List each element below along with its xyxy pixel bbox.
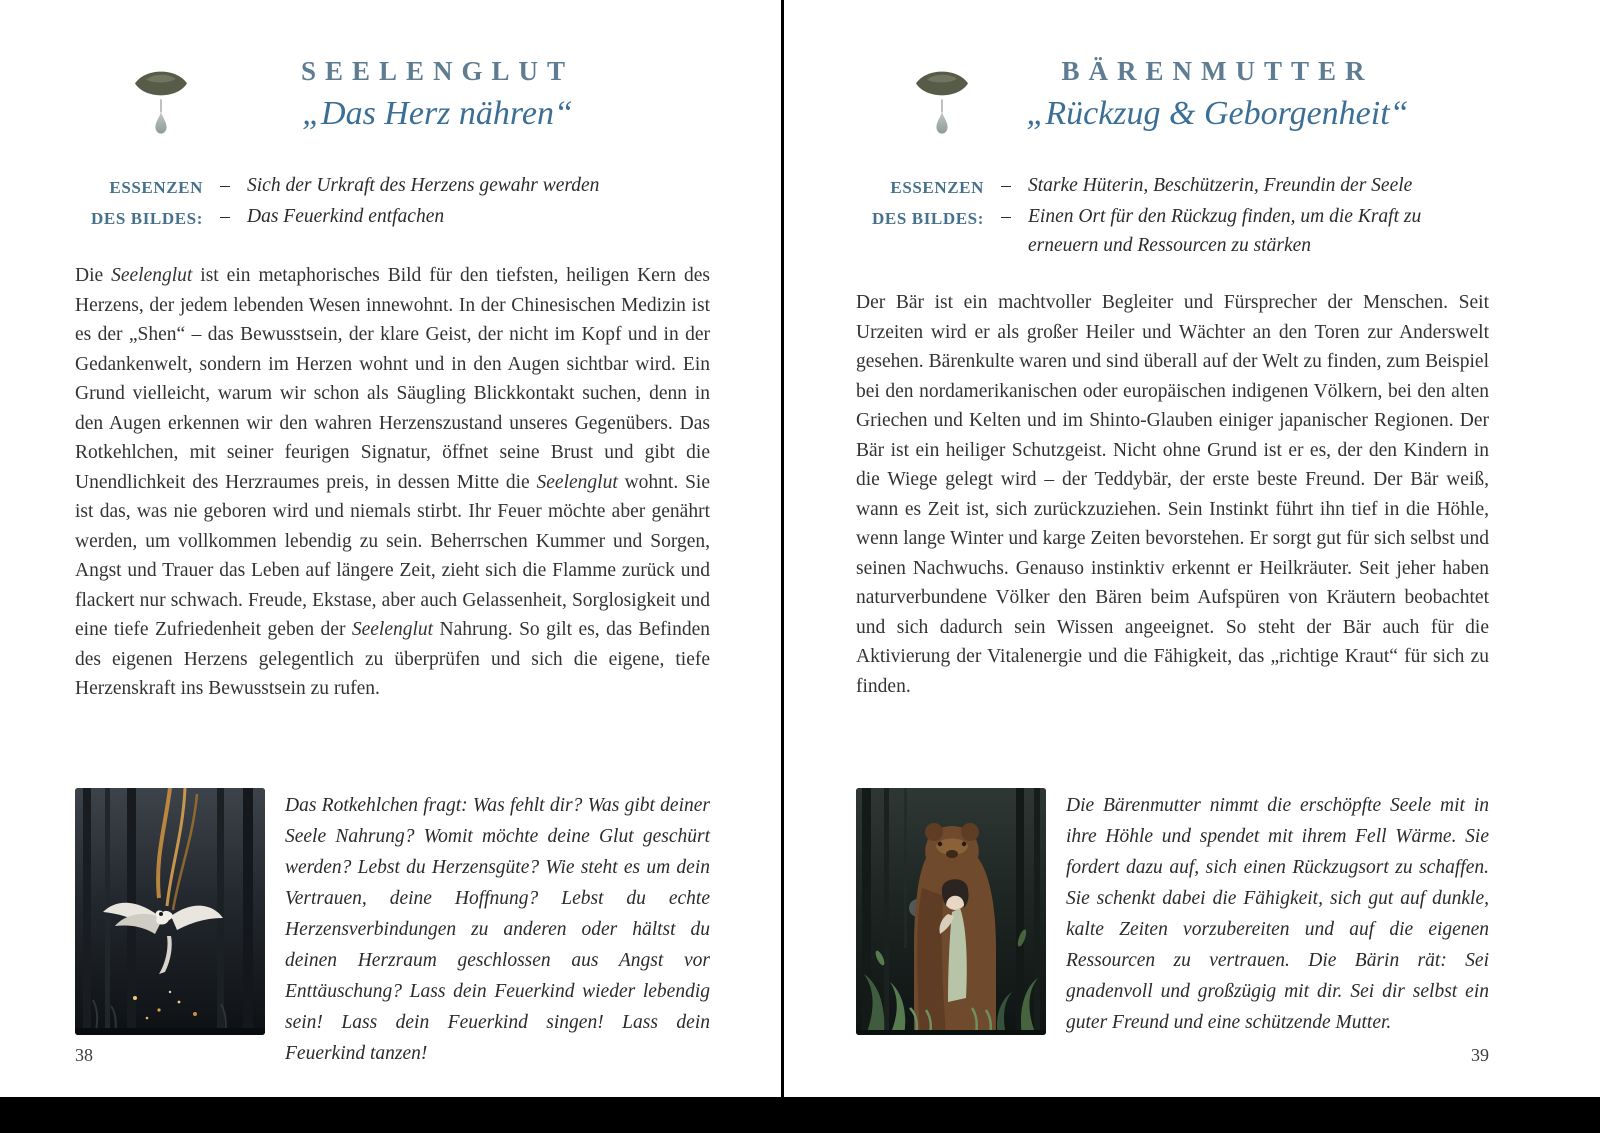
body-text: Der Bär ist ein machtvoller Begleiter und Fürsprecher der Menschen. Seit Urzeiten wird er als großer Heiler und Wächter an den Toren zur Anderswelt gesehen. Bärenkulte waren und sind überall auf der Welt zu finden, zum Beispiel bei den nordamerikanischen oder europäischen indigenen Völkern, bei den alten Griechen und Kelten und im Shinto-Glauben einiger japanischer Regionen. Der Bär ist ein heiliger Schutzgeist. Nicht ohne Grund ist er es, der den Kindern in die Wiege gelegt wird – der Teddybär, der erste beste Freund. Der Bär weiß, wann es Zeit ist, sich zurückzuziehen. Sein Instinkt führt ihn tief in die Höhle, wenn lange Winter und karge Zeiten bevorstehen. Er sorgt gut für sich selbst und seinen Nachwuchs. Genauso instinktiv erkennt er Heilkräuter. Seit jeher haben naturverbundene Völker den Bären beim Aufspüren von Kräutern beobachtet und sich dadurch sein Wissen angeeignet. So steht der Bär auch für die Aktivierung der Vitalenergie und die Fähigkeit, das „richtige Kraut“ für sich zu finden.: [856, 292, 1489, 697]
caption-text: Das Rotkehlchen fragt: Was fehlt dir? Was gibt deiner Seele Nahrung? Womit möchte deine Glut geschürt werden? Lebst du Herzensgüte? Wie steht es um dein Vertrauen, deine Hoffnung? Lebst du echte Herzensverbindungen zu anderen oder hältst du deinen Herzraum geschlossen aus Angst vor Enttäuschung? Lass dein Feuerkind wieder lebendig sein! Lass dein Feuerkind singen! Lass dein Feuerkind tanzen!: [285, 795, 710, 1064]
rotkehlchen-illustration: [75, 788, 265, 1035]
bottom-block-right: [856, 788, 1489, 1038]
card-subtitle: „Das Herz nähren“: [302, 95, 573, 132]
card-header-right: [856, 56, 1489, 147]
essence-text: Das Feuerkind entfachen: [247, 206, 445, 227]
card-subtitle: „Rückzug & Geborgenheit“: [1026, 95, 1409, 132]
essence-text: Einen Ort für den Rückzug finden, um die Kraft zu erneuern und Ressourcen zu stärken: [1028, 206, 1422, 256]
bottom-block-left: [75, 788, 710, 1069]
card-header-left: [75, 56, 710, 147]
essence-text: Starke Hüterin, Beschützerin, Freundin der Seele: [1028, 175, 1413, 196]
essence-dash: –: [1001, 206, 1011, 227]
page-right: [784, 0, 1564, 1097]
title-block-right: [976, 56, 1489, 133]
essence-dash: –: [220, 175, 230, 196]
caption-text: Die Bärenmutter nimmt die erschöpfte Seele mit in ihre Höhle und spendet mit ihrem Fell Wärme. Sie fordert dazu auf, sich einen Rückzugsort zu schaffen. Sie schenkt dabei die Fähigkeit, sich gut auf dunkle, kalte Zeiten vorzubereiten und auf die eigenen Ressourcen zu vertrauen. Die Bärin rät: Sei gnadenvoll und großzügig mit dir. Sei dir selbst ein guter Freund und eine schützende Mutter.: [1066, 795, 1489, 1033]
page-left: [0, 0, 780, 1097]
essence-dash: –: [220, 206, 230, 227]
weeping-eye-icon: [914, 56, 976, 147]
essence-row: [856, 202, 1489, 260]
card-title: BÄRENMUTTER: [1061, 56, 1374, 86]
essences-label-top: ESSENZEN: [109, 178, 203, 197]
body-text: Die Seelenglut ist ein metaphorisches Bild für den tiefsten, heiligen Kern des Herzens, der jedem lebenden Wesen innewohnt. In der Chinesischen Medizin ist es der „Shen“ – das Bewusstsein, der klare Geist, der nicht im Kopf und in der Gedankenwelt, sondern im Herzen wohnt und in den Augen sichtbar wird. Ein Grund vielleicht, warum wir schon als Säugling Blickkontakt suchen, denn in den Augen erkennen wir den wahren Herzenszustand unseres Gegenübers. Das Rotkehlchen, mit seiner feurigen Signatur, öffnet seine Brust und gibt die Unendlichkeit des Herzraumes preis, in dessen Mitte die Seelenglut wohnt. Sie ist das, was nie geboren wird und niemals stirbt. Ihr Feuer möchte aber genährt werden, um vollkommen lebendig zu sein. Beherrschen Kummer und Sorgen, Angst und Trauer das Leben auf längere Zeit, zieht sich die Flamme zurück und flackert nur schwach. Freude, Ekstase, aber auch Gelassenheit, Sorglosigkeit und eine tiefe Zufriedenheit geben der Seelenglut Nahrung. So gilt es, das Befinden des eigenen Herzens gelegentlich zu überprüfen und sich die eigene, tiefe Herzenskraft ins Bewusstsein zu rufen.: [75, 265, 711, 699]
page-number: 38: [75, 1045, 93, 1065]
page-number: 39: [1471, 1045, 1489, 1065]
card-title: SEELENGLUT: [300, 56, 575, 86]
title-block-left: [195, 56, 710, 133]
essence-row: [75, 171, 710, 202]
baerenmutter-illustration: [856, 788, 1046, 1035]
essences-label-top: ESSENZEN: [890, 178, 984, 197]
scan-bottom-bar: [0, 1097, 1600, 1133]
essences-label-bottom: DES BILDES:: [91, 209, 203, 228]
page-gutter-divider: [781, 0, 784, 1098]
essences-label-bottom: DES BILDES:: [872, 209, 984, 228]
essences-block-right: [856, 171, 1489, 260]
essence-row: [75, 202, 710, 233]
essence-row: [856, 171, 1489, 202]
essence-dash: –: [1001, 175, 1011, 196]
essences-block-left: [75, 171, 710, 233]
weeping-eye-icon: [133, 56, 195, 147]
essence-text: Sich der Urkraft des Herzens gewahr werden: [247, 175, 600, 196]
